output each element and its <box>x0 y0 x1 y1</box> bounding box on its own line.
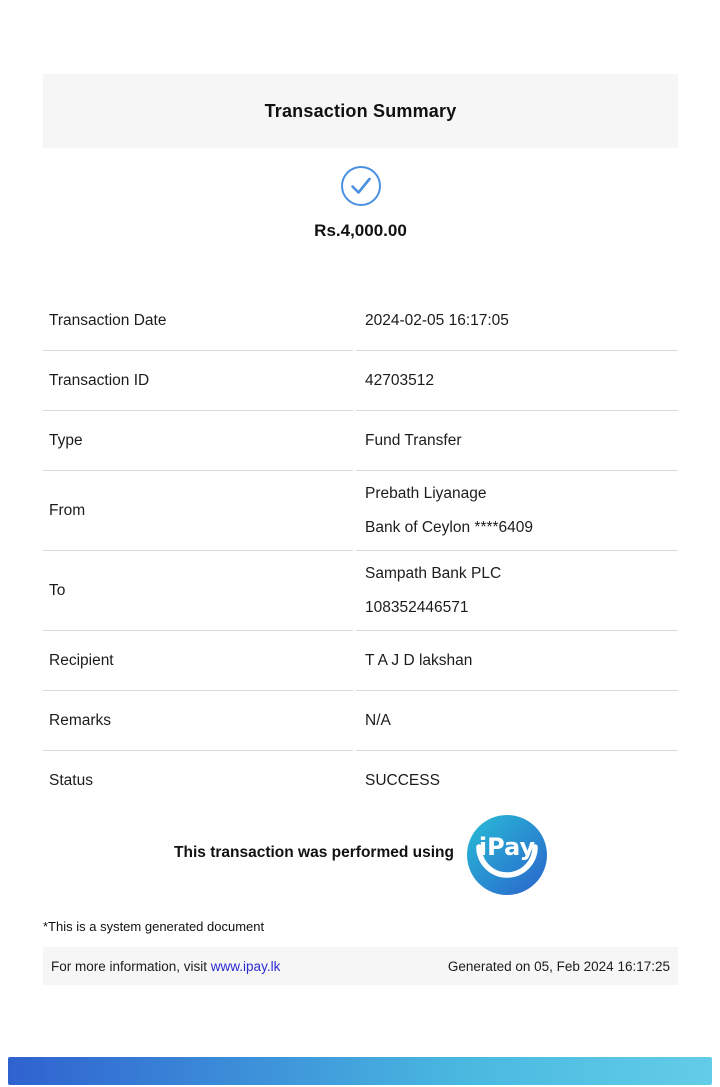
row-value: 42703512 <box>365 371 434 389</box>
footer-info-text: For more information, visit www.ipay.lk <box>51 958 281 974</box>
table-row-recipient <box>43 631 678 691</box>
row-value: Prebath Liyanage <box>365 484 487 502</box>
row-value: N/A <box>365 711 391 729</box>
row-label: Transaction ID <box>43 351 353 411</box>
amount-text: Rs.4,000.00 <box>314 221 407 240</box>
receipt-content <box>43 0 678 985</box>
performed-using-text: This transaction was performed using <box>174 844 454 861</box>
row-value: 2024-02-05 16:17:05 <box>365 311 509 329</box>
table-row-transaction-id <box>43 351 678 411</box>
table-row-from <box>43 471 678 551</box>
row-label: From <box>43 471 353 551</box>
table-row-remarks <box>43 691 678 751</box>
header-band <box>43 74 678 148</box>
row-value: Fund Transfer <box>365 431 462 449</box>
footer-accent-bar <box>8 1057 712 1085</box>
performed-using-line <box>43 815 678 895</box>
table-row-transaction-date <box>43 291 678 351</box>
ipay-logo-text: iPay <box>478 833 536 861</box>
ipay-logo <box>467 815 547 895</box>
status-value: SUCCESS <box>365 772 440 789</box>
system-note: *This is a system generated document <box>43 919 265 934</box>
table-row-to <box>43 551 678 631</box>
transaction-table <box>43 291 678 811</box>
row-label: Recipient <box>43 631 353 691</box>
table-row-status <box>43 751 678 811</box>
table-row-type <box>43 411 678 471</box>
row-value: Bank of Ceylon ****6409 <box>365 518 534 536</box>
row-value: T A J D lakshan <box>365 651 473 669</box>
row-label: Transaction Date <box>43 291 353 351</box>
row-label: To <box>43 551 353 631</box>
row-value: Sampath Bank PLC <box>365 564 502 582</box>
generated-timestamp: Generated on 05, Feb 2024 16:17:25 <box>447 958 670 974</box>
footer-bar <box>43 947 678 985</box>
ipay-link[interactable]: www.ipay.lk <box>210 958 281 974</box>
row-label: Type <box>43 411 353 471</box>
success-icon-wrap <box>43 165 678 212</box>
row-label: Status <box>49 772 93 789</box>
page-title: Transaction Summary <box>264 100 457 121</box>
row-label: Remarks <box>43 691 353 751</box>
row-value: 108352446571 <box>365 598 469 616</box>
check-circle-icon <box>340 165 382 207</box>
